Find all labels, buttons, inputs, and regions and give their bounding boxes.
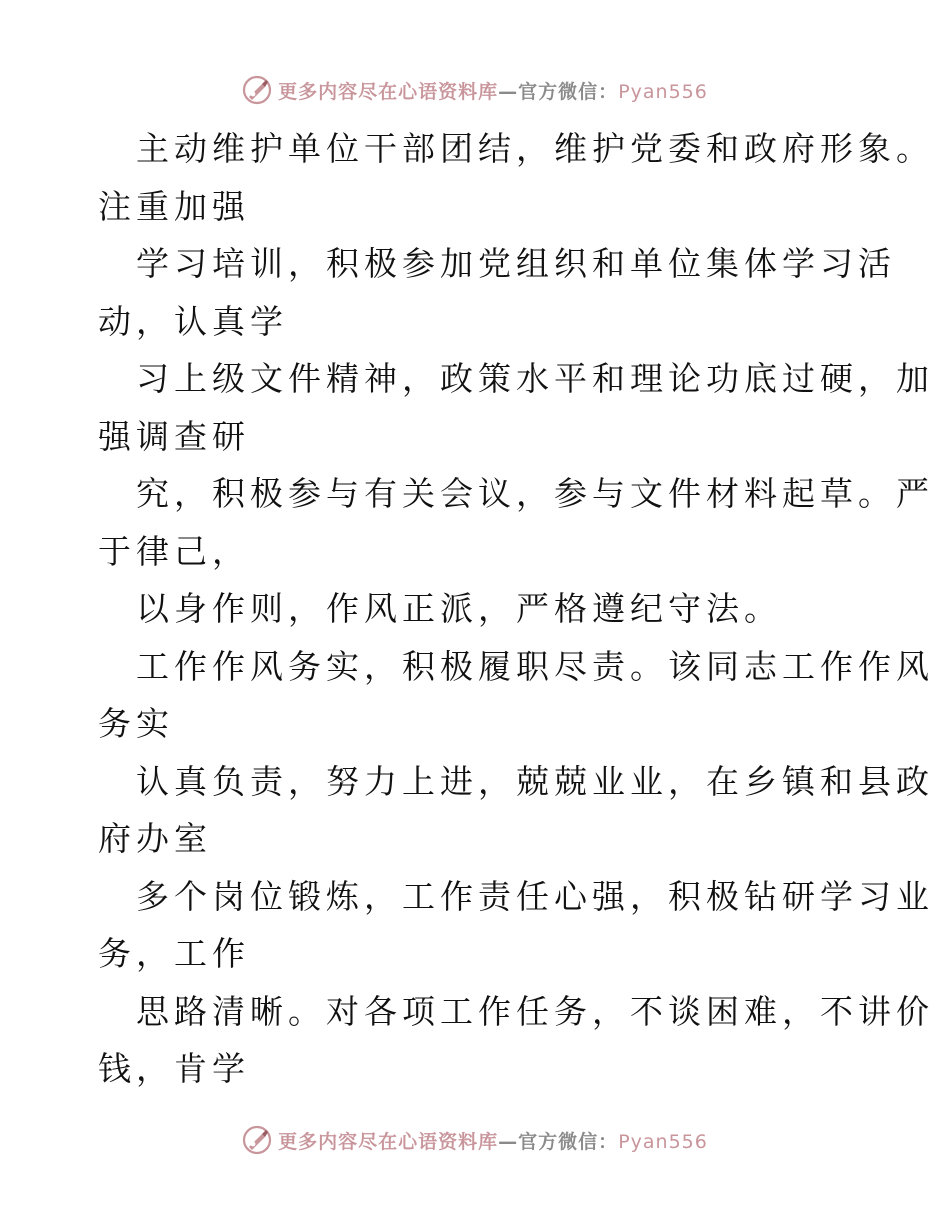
- text-line: 注重加强: [98, 186, 250, 226]
- text-line: 钱，肯学: [98, 1049, 250, 1088]
- header-watermark: [0, 68, 950, 112]
- text-line: 强调查研: [98, 416, 250, 456]
- watermark-text: [278, 77, 708, 104]
- text-line: 习上级文件精神，政策水平和理论功底过硬，加: [136, 359, 934, 398]
- text-line: 动，认真学: [98, 301, 288, 341]
- watermark-wechat-id: Pyan556: [618, 80, 708, 103]
- watermark-separator: —: [498, 80, 519, 103]
- watermark-text: [278, 1127, 708, 1154]
- text-line: 于律己，: [98, 531, 250, 571]
- text-line: 工作作风务实，积极履职尽责。该同志工作作风: [136, 646, 934, 686]
- footer-watermark: [0, 1118, 950, 1162]
- text-line: 多个岗位锻炼，工作责任心强，积极钻研学习业: [136, 876, 934, 916]
- watermark-separator: —: [498, 1130, 519, 1153]
- watermark-wechat-label: 官方微信：: [518, 80, 619, 103]
- text-line: 认真负责，努力上进，兢兢业业，在乡镇和县政: [136, 761, 934, 801]
- text-line: 务，工作: [98, 934, 250, 973]
- text-line: 务实: [98, 704, 174, 743]
- watermark-wechat-label: 官方微信：: [518, 1130, 619, 1153]
- document-body: [98, 120, 934, 1098]
- text-line: 学习培训，积极参加党组织和单位集体学习活: [136, 244, 896, 283]
- text-line: 思路清晰。对各项工作任务，不谈困难，不讲价: [136, 991, 934, 1031]
- text-line: 主动维护单位干部团结，维护党委和政府形象。: [136, 129, 934, 168]
- watermark-wechat-id: Pyan556: [618, 1130, 708, 1153]
- quill-pen-logo-icon: [242, 1125, 272, 1155]
- text-line: 究，积极参与有关会议，参与文件材料起草。严: [136, 474, 934, 513]
- quill-pen-logo-icon: [242, 75, 272, 105]
- text-line: 府办室: [98, 819, 212, 858]
- text-line: 以身作则，作风正派，严格遵纪守法。: [136, 589, 782, 628]
- watermark-site-text: 更多内容尽在心语资料库: [278, 80, 499, 103]
- watermark-site-text: 更多内容尽在心语资料库: [278, 1130, 499, 1153]
